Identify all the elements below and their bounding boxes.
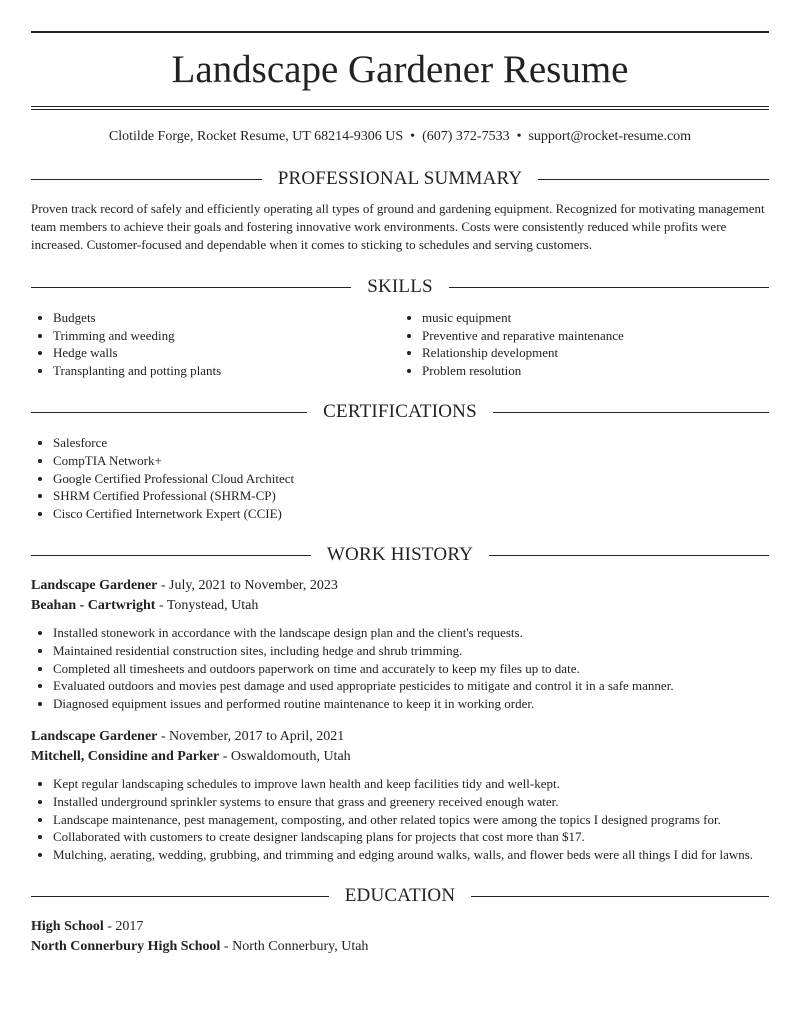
divider-line	[31, 555, 311, 556]
education-location: - North Connerbury, Utah	[220, 939, 369, 955]
summary-text: Proven track record of safely and efficiently operating all types of ground and gardening equipment. Recognized for motivating management team members to achieve their goals and fostering innovative work environments. Costs were consistently reduced while profits were increased. Customer-focused and dependable when it comes to sticking to schedules and serving customers.	[31, 201, 765, 252]
education-school: North Connerbury High School	[31, 939, 221, 955]
job-bullet: • Diagnosed equipment issues and performed routine maintenance to keep it in working order.	[53, 695, 769, 713]
skill-item: • Budgets	[53, 309, 400, 327]
education-entry	[31, 917, 769, 957]
job-bullets	[31, 624, 769, 712]
job-bullet: • Evaluated outdoors and movies pest damage and used appropriate pesticides to mitigate and control it in a safe manner.	[53, 677, 769, 695]
education-year: - 2017	[103, 919, 144, 935]
education-degree: High School	[31, 919, 104, 935]
job-location: - Tonystead, Utah	[155, 598, 259, 614]
certification-item: • Google Certified Professional Cloud Architect	[53, 470, 769, 488]
job-role: Landscape Gardener	[31, 578, 158, 594]
divider-line	[31, 287, 351, 288]
section-header-summary	[31, 168, 769, 190]
section-header-education	[31, 885, 769, 907]
job-bullet: • Collaborated with customers to create designer landscaping plans for projects that cost more than $17.	[53, 828, 769, 846]
section-title-summary: PROFESSIONAL SUMMARY	[277, 168, 523, 189]
skill-item: • Relationship development	[422, 344, 769, 362]
skills-list-left	[31, 309, 400, 379]
job-company-line	[31, 747, 769, 767]
title-double-rule	[31, 106, 769, 110]
certification-item: • Salesforce	[53, 434, 769, 452]
job-bullet: • Completed all timesheets and outdoors paperwork on time and accurately to keep my files up to date.	[53, 660, 769, 678]
skills-list-right	[400, 309, 769, 379]
job-bullets	[31, 775, 769, 863]
section-title-certifications: CERTIFICATIONS	[323, 401, 477, 423]
skill-item: • Preventive and reparative maintenance	[422, 327, 769, 345]
education-degree-line	[31, 917, 769, 937]
contact-separator: •	[410, 129, 416, 144]
contact-address: Clotilde Forge, Rocket Resume, UT 68214-9306 US	[108, 129, 404, 144]
skill-item: • Problem resolution	[422, 362, 769, 380]
certification-item: • SHRM Certified Professional (SHRM-CP)	[53, 487, 769, 505]
job-bullet: • Installed underground sprinkler systems to ensure that grass and greenery received enough water.	[53, 793, 769, 811]
job-entry	[31, 727, 769, 863]
contact-phone: (607) 372-7533	[422, 129, 510, 144]
section-header-skills	[31, 276, 769, 298]
resume-page	[31, 0, 769, 957]
contact-email[interactable]: support@rocket-resume.com	[528, 129, 692, 144]
divider-line	[493, 412, 769, 413]
job-company-line	[31, 596, 769, 616]
section-title-education: EDUCATION	[344, 885, 456, 907]
job-bullet: • Maintained residential construction sites, including hedge and shrub trimming.	[53, 642, 769, 660]
section-title-work-history: WORK HISTORY	[326, 544, 474, 566]
divider-line	[471, 896, 769, 897]
certification-item: • CompTIA Network+	[53, 452, 769, 470]
job-entry	[31, 576, 769, 712]
skill-item: • Trimming and weeding	[53, 327, 400, 345]
job-role-line	[31, 727, 769, 747]
divider-line	[31, 896, 329, 897]
section-title-skills: SKILLS	[367, 276, 433, 297]
job-bullet: • Kept regular landscaping schedules to improve lawn health and keep facilities tidy and well-kept.	[53, 775, 769, 793]
divider-line	[538, 179, 769, 180]
job-role: Landscape Gardener	[31, 729, 158, 745]
job-bullet: • Landscape maintenance, pest management, composting, and other related topics were among the topics I designed programs for.	[53, 811, 769, 829]
divider-line	[31, 179, 262, 180]
resume-title: Landscape Gardener Resume	[171, 48, 629, 91]
job-dates: - November, 2017 to April, 2021	[157, 729, 345, 745]
divider-line	[449, 287, 769, 288]
job-bullet: • Mulching, aerating, wedding, grubbing, and trimming and edging around walks, walls, and flower beds were all things I did for lawns.	[53, 846, 769, 864]
certification-item: • Cisco Certified Internetwork Expert (CCIE)	[53, 505, 769, 523]
job-company: Mitchell, Considine and Parker	[31, 749, 220, 765]
skill-item: • Transplanting and potting plants	[53, 362, 400, 380]
job-role-line	[31, 576, 769, 596]
divider-line	[31, 412, 307, 413]
skill-item: • Hedge walls	[53, 344, 400, 362]
skills-columns	[31, 309, 769, 379]
job-location: - Oswaldomouth, Utah	[219, 749, 351, 765]
section-header-certifications	[31, 401, 769, 423]
contact-separator: •	[516, 129, 522, 144]
skill-item: • music equipment	[422, 309, 769, 327]
certifications-list	[31, 434, 769, 522]
education-school-line	[31, 937, 769, 957]
job-company: Beahan - Cartwright	[31, 598, 156, 614]
job-dates: - July, 2021 to November, 2023	[157, 578, 338, 594]
contact-line	[31, 128, 769, 146]
section-header-work-history	[31, 544, 769, 566]
job-bullet: • Installed stonework in accordance with the landscape design plan and the client's requests.	[53, 624, 769, 642]
divider-line	[489, 555, 769, 556]
